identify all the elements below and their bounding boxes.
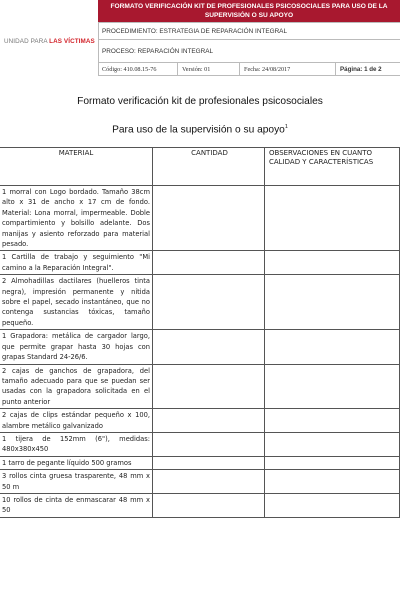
header-cantidad: CANTIDAD — [153, 148, 265, 186]
version-cell: Versión: 01 — [178, 63, 240, 76]
table-row — [0, 432, 400, 456]
document-title: Formato verificación kit de profesionales psicosociales — [77, 96, 323, 107]
document-meta-row — [98, 62, 400, 76]
table-row — [0, 470, 400, 494]
form-title-bar — [98, 0, 400, 22]
procedimiento-row: PROCEDIMIENTO: ESTRATEGIA DE REPARACIÓN INTEGRAL — [98, 22, 400, 39]
observaciones-cell[interactable] — [265, 456, 400, 469]
observaciones-cell[interactable] — [265, 493, 400, 517]
logo-cell — [0, 0, 99, 76]
table-row — [0, 330, 400, 364]
table-row — [0, 409, 400, 433]
header-material: MATERIAL — [0, 148, 153, 186]
material-cell: 1 tarro de pegante líquido 500 gramos — [0, 456, 153, 469]
cantidad-cell[interactable] — [153, 470, 265, 494]
footnote-marker: 1 — [284, 124, 288, 130]
header-observaciones: OBSERVACIONES EN CUANTO CALIDAD Y CARACTERÍSTICAS — [265, 148, 400, 186]
table-row — [0, 186, 400, 251]
material-cell: 10 rollos de cinta de enmascarar 48 mm x 50 — [0, 493, 153, 517]
observaciones-cell[interactable] — [265, 364, 400, 409]
table-row — [0, 364, 400, 409]
material-cell: 3 rollos cinta gruesa trasparente, 48 mm x 50 m — [0, 470, 153, 494]
cantidad-cell[interactable] — [153, 493, 265, 517]
form-title-line-1: FORMATO VERIFICACIÓN KIT DE PROFESIONALES PSICOSOCIALES PARA USO DE LA — [110, 3, 388, 10]
pagina-cell: Página: 1 de 2 — [340, 66, 382, 73]
table-row — [0, 275, 400, 330]
cantidad-cell[interactable] — [153, 409, 265, 433]
material-cell: 1 morral con Logo bordado. Tamaño 38cm alto x 31 de ancho x 17 cm de fondo. Material: Lona morral, impermeable. Doble compartimiento y bolsillo adelante. Dos manijas y asiento reforzado para material pesado. — [0, 186, 153, 251]
cantidad-cell[interactable] — [153, 456, 265, 469]
table-row — [0, 456, 400, 469]
cantidad-cell[interactable] — [153, 186, 265, 251]
materials-table — [0, 147, 400, 518]
material-cell: 1 Grapadora: metálica de cargador largo, que permite grapar hasta 30 hojas con grapas Standard 24-26/6. — [0, 330, 153, 364]
document-subtitle-text: Para uso de la supervisión o su apoyo — [112, 124, 285, 136]
form-title-line-2: SUPERVISIÓN O SU APOYO — [204, 11, 294, 19]
document-subtitle — [0, 124, 400, 135]
cantidad-cell[interactable] — [153, 251, 265, 275]
codigo-cell: Código: 410.08.15-76 — [98, 63, 178, 76]
material-cell: 2 Almohadillas dactilares (huelleros tinta negra), impresión permanente y nítida sobre el papel, secado instantáneo, que no contenga sustancias tóxicas, tamaño pequeño. — [0, 275, 153, 330]
material-cell: 2 cajas de ganchos de grapadora, del tamaño adecuado para que se puedan ser usadas con la grapadora solicitada en el punto anterior — [0, 364, 153, 409]
cantidad-cell[interactable] — [153, 432, 265, 456]
observaciones-cell[interactable] — [265, 409, 400, 433]
material-cell: 1 Cartilla de trabajo y seguimiento "Mi camino a la Reparación Integral". — [0, 251, 153, 275]
unidad-victimas-logo: UNIDAD PARA LAS VÍCTIMAS — [4, 38, 95, 45]
fecha-cell: Fecha: 24/08/2017 — [240, 63, 336, 76]
table-header-row — [0, 148, 400, 186]
proceso-row: PROCESO: REPARACIÓN INTEGRAL — [98, 39, 400, 62]
observaciones-cell[interactable] — [265, 470, 400, 494]
table-row — [0, 493, 400, 517]
cantidad-cell[interactable] — [153, 330, 265, 364]
observaciones-cell[interactable] — [265, 330, 400, 364]
cantidad-cell[interactable] — [153, 364, 265, 409]
material-cell: 2 cajas de clips estándar pequeño x 100, alambre metálico galvanizado — [0, 409, 153, 433]
material-cell: 1 tijera de 152mm (6"), medidas: 480x380x450 — [0, 432, 153, 456]
table-row — [0, 251, 400, 275]
observaciones-cell[interactable] — [265, 251, 400, 275]
observaciones-cell[interactable] — [265, 275, 400, 330]
document-header — [0, 0, 400, 76]
observaciones-cell[interactable] — [265, 432, 400, 456]
cantidad-cell[interactable] — [153, 275, 265, 330]
observaciones-cell[interactable] — [265, 186, 400, 251]
